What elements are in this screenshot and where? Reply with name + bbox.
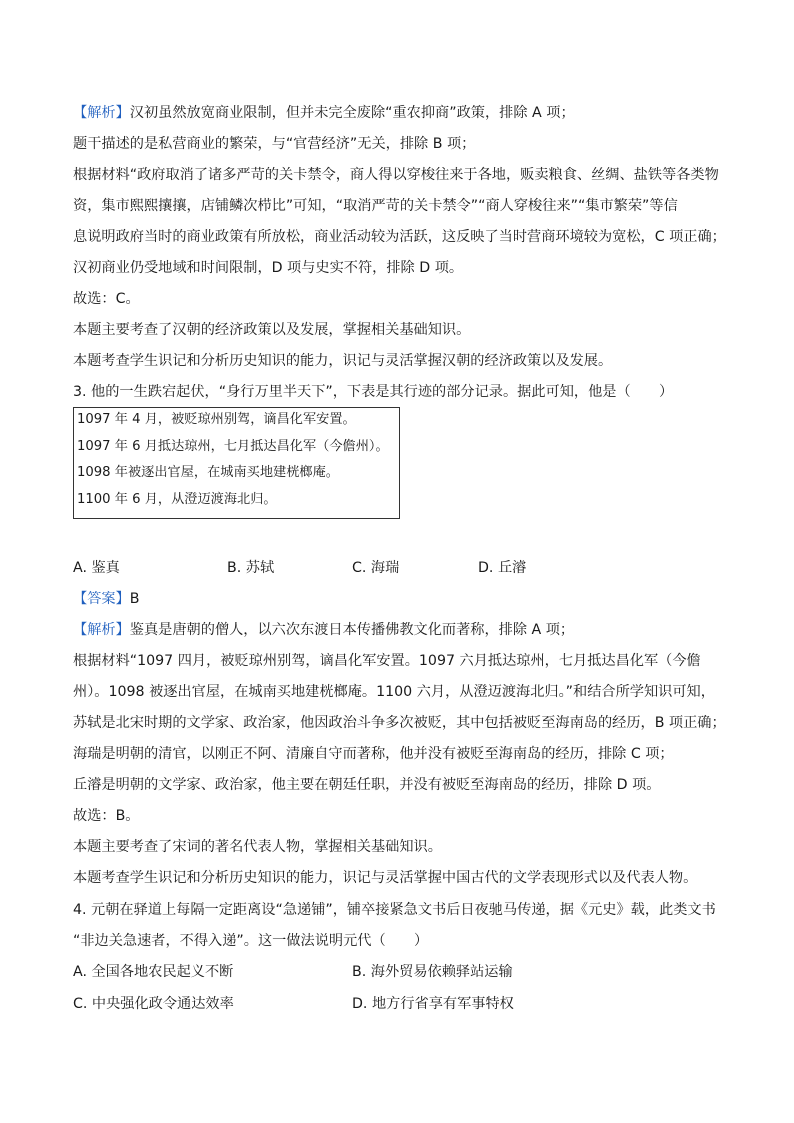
q3-table-row: 1097 年 4 月，被贬琼州别驾，谪昌化军安置。 [77,412,356,427]
q3-option-b: B. 苏轼 [227,560,275,576]
q2-analysis-line-3: 根据材料“政府取消了诸多严苛的关卡禁令，商人得以穿梭往来于各地，贩卖粮食、丝绸、盐铁等各类物 [73,167,719,183]
q4-option-c: C. 中央强化政令通达效率 [73,996,234,1012]
q2-summary-2: 本题考查学生识记和分析历史知识的能力，识记与灵活掌握汉朝的经济政策以及发展。 [73,353,613,369]
q3-option-a: A. 鉴真 [73,560,120,576]
q3-analysis-line-1: 【解析】鉴真是唐朝的僧人，以六次东渡日本传播佛教文化而著称，排除 A 项； [73,622,575,638]
q3-summary-2: 本题考查学生识记和分析历史知识的能力，识记与灵活掌握中国古代的文学表现形式以及代表人物。 [73,870,698,886]
q4-stem-line-2: “非边关急速者，不得入递”。这一做法说明元代（ ） [73,933,429,949]
q3-stem: 3. 他的一生跌宕起伏，“身行万里半天下”，下表是其行迹的部分记录。据此可知，他是（ ） [73,384,674,400]
q3-table-row: 1100 年 6 月，从澄迈渡海北归。 [77,492,277,507]
answer-tag: 【答案】 [73,591,130,607]
q3-summary-1: 本题主要考查了宋词的著名代表人物，掌握相关基础知识。 [73,839,442,855]
q2-analysis-line-5: 息说明政府当时的商业政策有所放松，商业活动较为活跃，这反映了当时营商环境较为宽松，C 项正确； [73,229,726,245]
q3-option-d: D. 丘濬 [478,560,527,576]
q4-stem-line-1: 4. 元朝在驿道上每隔一定距离设“急递铺”，铺卒接紧急文书后日夜驰马传递，据《元史》载，此类文书 [73,902,716,918]
q3-analysis-line-2: 根据材料“1097 四月，被贬琼州别驾，谪昌化军安置。1097 六月抵达琼州，七月抵达昌化军（今儋 [73,653,701,669]
q3-analysis-line-6: 丘濬是明朝的文学家、政治家，他主要在朝廷任职，并没有被贬至海南岛的经历，排除 D 项。 [73,777,661,793]
q3-analysis-line-5: 海瑞是明朝的清官，以刚正不阿、清廉自守而著称，他并没有被贬至海南岛的经历，排除 C 项； [73,746,674,762]
q3-answer: 【答案】B [73,591,140,607]
q2-analysis-line-6: 汉初商业仍受地域和时间限制，D 项与史实不符，排除 D 项。 [73,260,464,276]
analysis-tag: 【解析】 [73,622,130,638]
q4-option-a: A. 全国各地农民起义不断 [73,964,234,980]
q3-choice: 故选：B。 [73,808,140,824]
q3-analysis-line-4: 苏轼是北宋时期的文学家、政治家，他因政治斗争多次被贬，其中包括被贬至海南岛的经历，B 项正确； [73,715,726,731]
q3-table-row: 1097 年 6 月抵达琼州，七月抵达昌化军（今儋州）。 [77,439,389,454]
q4-option-d: D. 地方行省享有军事特权 [352,996,514,1012]
q2-summary-1: 本题主要考查了汉朝的经济政策以及发展，掌握相关基础知识。 [73,322,471,338]
q3-option-c: C. 海瑞 [352,560,400,576]
q2-analysis-line-2: 题干描述的是私营商业的繁荣，与“官营经济”无关，排除 B 项； [73,136,476,152]
q3-record-table [73,407,400,519]
analysis-tag: 【解析】 [73,105,130,121]
q2-analysis-line-1: 【解析】汉初虽然放宽商业限制，但并未完全废除“重农抑商”政策，排除 A 项； [73,105,575,121]
q3-table-row: 1098 年被逐出官屋，在城南买地建桄榔庵。 [77,465,339,480]
q2-choice: 故选：C。 [73,291,140,307]
q3-analysis-line-3: 州）。1098 被逐出官屋，在城南买地建桄榔庵。1100 六月，从澄迈渡海北归。”和结合所学知识可知， [73,684,715,700]
q4-option-b: B. 海外贸易依赖驿站运输 [352,964,513,980]
q2-analysis-line-4: 资，集市熙熙攘攘，店铺鳞次栉比”可知，“取消严苛的关卡禁令”“商人穿梭往来”“集市繁荣”等信 [73,198,678,214]
